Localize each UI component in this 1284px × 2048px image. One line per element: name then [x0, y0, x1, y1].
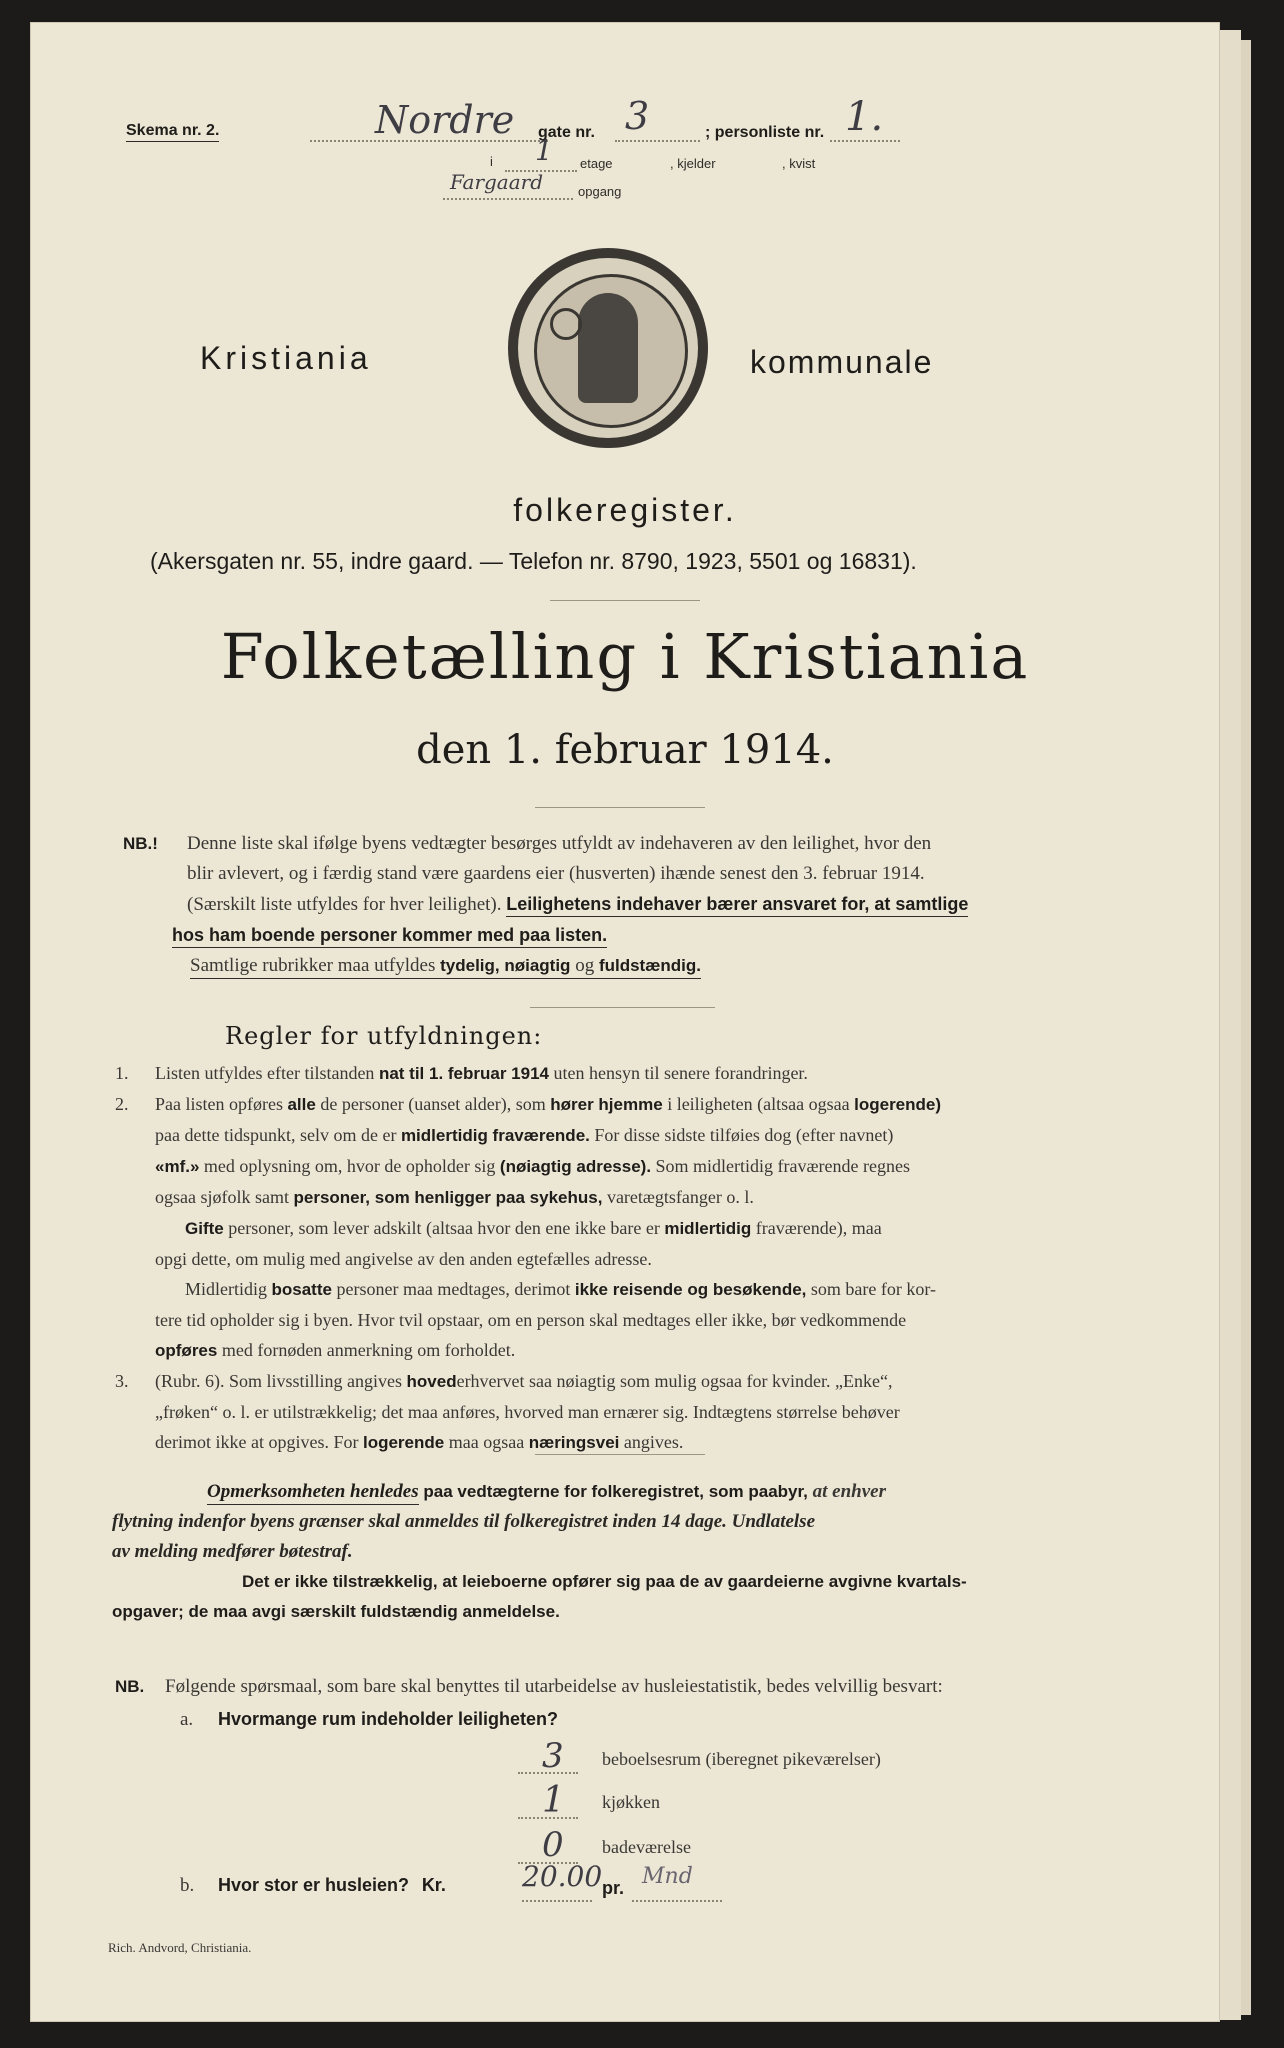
rule-2-line: «mf.» med oplysning om, hvor de opholder sig (nøiagtig adresse). Som midlertidig fraværende regnes: [155, 1156, 910, 1176]
bath-handwritten: 0: [542, 1825, 564, 1865]
nb1-line: hos ham boende personer kommer med paa listen.: [172, 920, 1067, 951]
personliste-field-line: [830, 140, 900, 142]
census-form-page: [30, 22, 1220, 2022]
opgang-field-line: [443, 198, 573, 200]
rule-1: 1. Listen utfyldes efter tilstanden nat til 1. februar 1914 uten hensyn til senere forandringer.: [115, 1063, 808, 1083]
rule-2-line: opgi dette, om mulig med angivelse av den anden egtefælles adresse.: [155, 1249, 652, 1269]
gate-field-line: [615, 140, 700, 142]
kitchen-handwritten: 1: [542, 1780, 565, 1821]
period-handwritten: Mnd: [642, 1864, 693, 1889]
masthead-left: Kristiania: [200, 340, 372, 376]
rule-3-line: „frøken“ o. l. er utilstrækkelig; det maa anføres, hvorved man ernærer sig. Indtægtens størrelse behøver: [155, 1402, 900, 1422]
personliste-label: ; personliste nr.: [705, 124, 825, 141]
gate-label: gate nr.: [538, 124, 595, 141]
kvist-label: , kvist: [782, 156, 816, 171]
nb1-line: blir avlevert, og i færdig stand være gaardens eier (husverten) ihænde senest den 3. februar 1914.: [187, 863, 925, 884]
masthead-sub: folkeregister.: [513, 492, 737, 528]
rule-2-line: Midlertidig bosatte personer maa medtages, derimot ikke reisende og besøkende, som bare for kor-: [185, 1279, 936, 1299]
title-date: den 1. februar 1914.: [416, 727, 834, 773]
pr-label: pr.: [602, 1878, 625, 1898]
masthead-right: kommunale: [750, 344, 934, 380]
gate-nr-handwritten: 3: [625, 94, 650, 138]
notice-line: opgaver; de maa avgi særskilt fuldstændig anmeldelse.: [112, 1602, 560, 1621]
personliste-handwritten: 1.: [845, 94, 884, 140]
rule-2-line: ogsaa sjøfolk samt personer, som henligger paa sykehus, varetægtsfanger o. l.: [155, 1187, 754, 1207]
rules-list: [115, 1058, 1175, 1458]
opgang-label: opgang: [578, 184, 622, 199]
rule-2-line: paa dette tidspunkt, selv om de er midlertidig fraværende. For disse sidste tilføies dog (efter navnet): [155, 1125, 894, 1145]
rooms-label: beboelsesrum (iberegnet pikeværelser): [602, 1749, 881, 1769]
rule-3-line: derimot ikke at opgives. For logerende maa ogsaa næringsvei angives.: [155, 1432, 684, 1452]
divider: [550, 600, 700, 601]
printer-credit: Rich. Andvord, Christiania.: [108, 1940, 252, 1955]
skema-label: Skema nr. 2.: [126, 122, 219, 140]
rule-2-line: opføres med fornøden anmerkning om forholdet.: [155, 1340, 516, 1360]
rules-heading: Regler for utfyldningen:: [225, 1022, 543, 1050]
bath-label: badeværelse: [602, 1837, 691, 1857]
masthead-address: (Akersgaten nr. 55, indre gaard. — Telefon nr. 8790, 1923, 5501 og 16831).: [150, 548, 917, 574]
rent-handwritten: 20.00: [522, 1860, 603, 1893]
city-seal-icon: [508, 248, 708, 448]
divider: [530, 1007, 715, 1008]
etage-label: etage: [580, 156, 613, 171]
i-label: i: [490, 154, 493, 169]
notice-line: Det er ikke tilstrækkelig, at leieboerne opfører sig paa de av gaardeierne avgivne kvartals-: [242, 1572, 967, 1591]
street-handwritten: Nordre: [375, 98, 515, 142]
notice-block: [112, 1477, 1182, 1627]
notice-line: flytning indenfor byens grænser skal anmeldes til folkeregistret inden 14 dage. Undlatelse: [112, 1511, 816, 1532]
main-title: Folketælling i Kristiania: [220, 620, 1030, 693]
nb1-line: Denne liste skal ifølge byens vedtægter besørges utfyldt av indehaveren av den leilighet, hvor den: [187, 833, 932, 854]
rule-3: 3. (Rubr. 6). Som livsstilling angives hovederhvervet saa nøiagtig som mulig ogsaa for kvinder. „Enke“,: [115, 1371, 893, 1391]
notice-line: Opmerksomheten henledes paa vedtægterne for folkeregistret, som paabyr, at enhver: [207, 1477, 1182, 1507]
divider: [535, 807, 705, 808]
divider: [535, 1454, 705, 1455]
nb2-intro: Følgende spørsmaal, som bare skal benyttes til utarbeidelse av husleiestatistik, bedes velvillig besvart:: [165, 1676, 943, 1697]
nb2-label: NB.: [115, 1677, 145, 1696]
question-a: a. Hvormange rum indeholder leiligheten?: [180, 1709, 559, 1730]
rule-2: 2. Paa listen opføres alle de personer (uanset alder), som hører hjemme i leiligheten (altsaa ogsaa logerende): [115, 1094, 942, 1114]
rule-2-line: tere tid opholder sig i byen. Hvor tvil opstaar, om en person skal medtages eller ikke, bør vedkommende: [155, 1310, 907, 1330]
rooms-handwritten: 3: [542, 1736, 564, 1776]
question-b: b. Hvor stor er husleien? Kr.: [180, 1875, 446, 1896]
kitchen-label: kjøkken: [602, 1792, 660, 1812]
period-field-line: [632, 1900, 722, 1902]
nb1-line: (Særskilt liste utfyldes for hver leilighet). Leilighetens indehaver bærer ansvaret for, at samtlige: [187, 894, 969, 915]
notice-line: av melding medfører bøtestraf.: [112, 1541, 353, 1562]
nb1-label: NB.!: [123, 834, 158, 853]
nb1-line: Samtlige rubrikker maa utfyldes tydelig, nøiagtig og fuldstændig.: [190, 951, 1067, 981]
opgang-handwritten: Fargaard: [450, 170, 544, 194]
rule-2-line: Gifte personer, som lever adskilt (altsaa hvor den ene ikke bare er midlertidig fraværende), maa: [185, 1218, 882, 1238]
nb1-text: [172, 829, 1067, 981]
etage-handwritten: 1: [535, 134, 553, 167]
rent-field-line: [522, 1900, 592, 1902]
kjelder-label: , kjelder: [670, 156, 716, 171]
